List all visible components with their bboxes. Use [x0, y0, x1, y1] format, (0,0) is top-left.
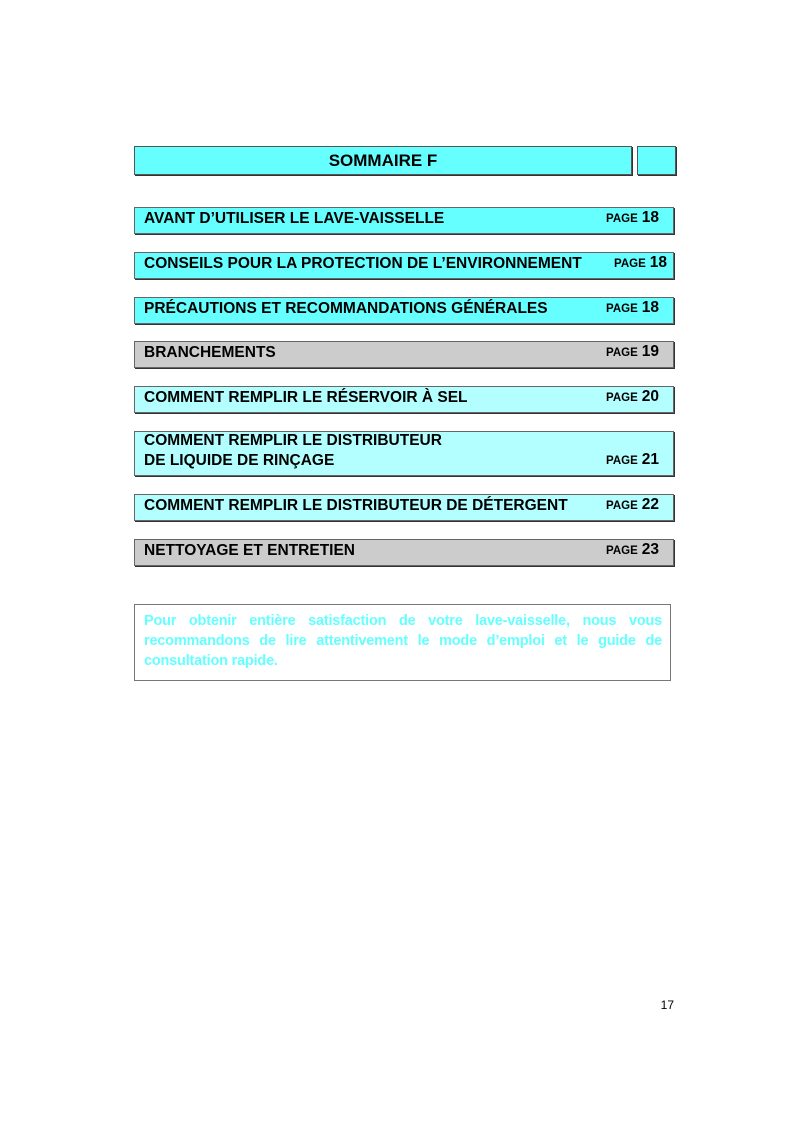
- toc-row-page: PAGE 18: [606, 299, 659, 316]
- toc-row-label: BRANCHEMENTS: [144, 344, 276, 361]
- toc-row-page: PAGE 18: [614, 254, 667, 271]
- toc-title-bar: [134, 146, 632, 175]
- toc-row-nettoyage[interactable]: [134, 539, 674, 566]
- toc-row-page: PAGE 23: [606, 541, 659, 558]
- toc-row-avant-utiliser[interactable]: [134, 207, 674, 234]
- toc-row-reservoir-sel[interactable]: [134, 386, 674, 413]
- toc-row-label: PRÉCAUTIONS ET RECOMMANDATIONS GÉNÉRALES: [144, 300, 548, 317]
- toc-row-conseils-environnement[interactable]: [134, 252, 674, 279]
- page-number: 17: [660, 998, 674, 1012]
- toc-row-page: PAGE 18: [606, 209, 659, 226]
- toc-row-page: PAGE 22: [606, 496, 659, 513]
- advice-note-box: [134, 604, 671, 681]
- toc-row-page: PAGE 21: [606, 451, 659, 468]
- toc-row-label: COMMENT REMPLIR LE DISTRIBUTEUR DE LIQUIDE DE RINÇAGE: [144, 432, 442, 469]
- toc-row-label: COMMENT REMPLIR LE DISTRIBUTEUR DE DÉTERGENT: [144, 497, 568, 514]
- toc-row-precautions[interactable]: [134, 297, 674, 324]
- advice-note-text: Pour obtenir entière satisfaction de votre lave-vaisselle, nous vous recommandons de lire attentivement le mode d’emploi et le guide de consultation rapide.: [144, 613, 662, 669]
- toc-row-label: AVANT D’UTILISER LE LAVE-VAISSELLE: [144, 210, 445, 227]
- toc-row-page: PAGE 20: [606, 388, 659, 405]
- toc-title-side-box: [637, 146, 676, 175]
- toc-row-liquide-rincage[interactable]: [134, 431, 674, 476]
- toc-row-page: PAGE 19: [606, 343, 659, 360]
- toc-row-detergent[interactable]: [134, 494, 674, 521]
- toc-row-branchements[interactable]: [134, 341, 674, 368]
- toc-row-label: COMMENT REMPLIR LE RÉSERVOIR À SEL: [144, 389, 468, 406]
- toc-title: SOMMAIRE F: [328, 150, 438, 170]
- toc-row-label: CONSEILS POUR LA PROTECTION DE L’ENVIRONNEMENT: [144, 255, 582, 272]
- toc-row-label: NETTOYAGE ET ENTRETIEN: [144, 542, 356, 559]
